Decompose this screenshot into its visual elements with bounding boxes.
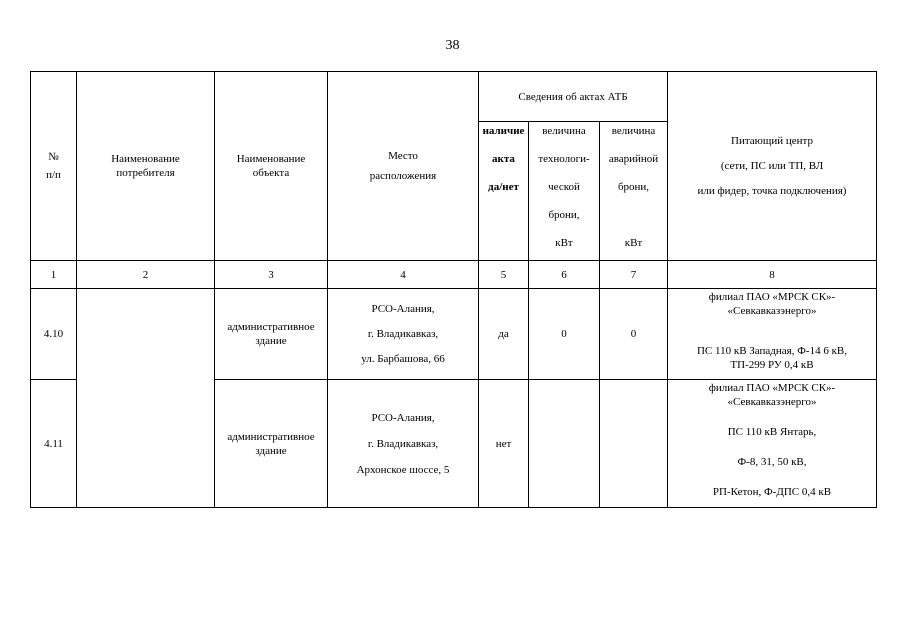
consumer-cell <box>77 289 215 508</box>
header-num: № п/п <box>31 72 77 261</box>
header-power-center: Питающий центр (сети, ПС или ТП, ВЛ или фидер, точка подключения) <box>668 72 877 261</box>
consumers-table <box>30 71 877 508</box>
tech-reserve-cell: 0 <box>529 289 600 380</box>
act-cell: нет <box>479 380 529 508</box>
row-num: 4.10 <box>31 289 77 380</box>
emergency-reserve-cell: 0 <box>600 289 668 380</box>
object-cell: административное здание <box>215 380 328 508</box>
header-tech-reserve: величина технологи- ческой брони, кВт <box>529 122 600 261</box>
header-emergency-reserve: величина аварийной брони, кВт <box>600 122 668 261</box>
table-row <box>31 289 877 380</box>
header-atb-group: Сведения об актах АТБ <box>479 72 668 122</box>
column-numbers-row: 1 2 3 4 5 6 7 8 <box>31 261 877 289</box>
header-consumer: Наименование потребителя <box>77 72 215 261</box>
object-cell: административное здание <box>215 289 328 380</box>
emergency-reserve-cell <box>600 380 668 508</box>
power-center-cell: филиал ПАО «МРСК СК»- «Севкавказэнерго» ПС 110 кВ Янтарь, Ф-8, 31, 50 кВ, РП-Кетон, Ф-ДПС 0,4 кВ <box>668 380 877 508</box>
act-cell: да <box>479 289 529 380</box>
header-location: Место расположения <box>328 72 479 261</box>
header-object: Наименование объекта <box>215 72 328 261</box>
header-act: наличие акта да/нет <box>479 122 529 261</box>
location-cell: РСО-Алания, г. Владикавказ, ул. Барбашова, 66 <box>328 289 479 380</box>
location-cell: РСО-Алания, г. Владикавказ, Архонское шоссе, 5 <box>328 380 479 508</box>
power-center-cell: филиал ПАО «МРСК СК»- «Севкавказэнерго» ПС 110 кВ Западная, Ф-14 6 кВ, ТП-299 РУ 0,4 кВ <box>668 289 877 380</box>
page-number: 38 <box>445 38 460 53</box>
tech-reserve-cell <box>529 380 600 508</box>
row-num: 4.11 <box>31 380 77 508</box>
